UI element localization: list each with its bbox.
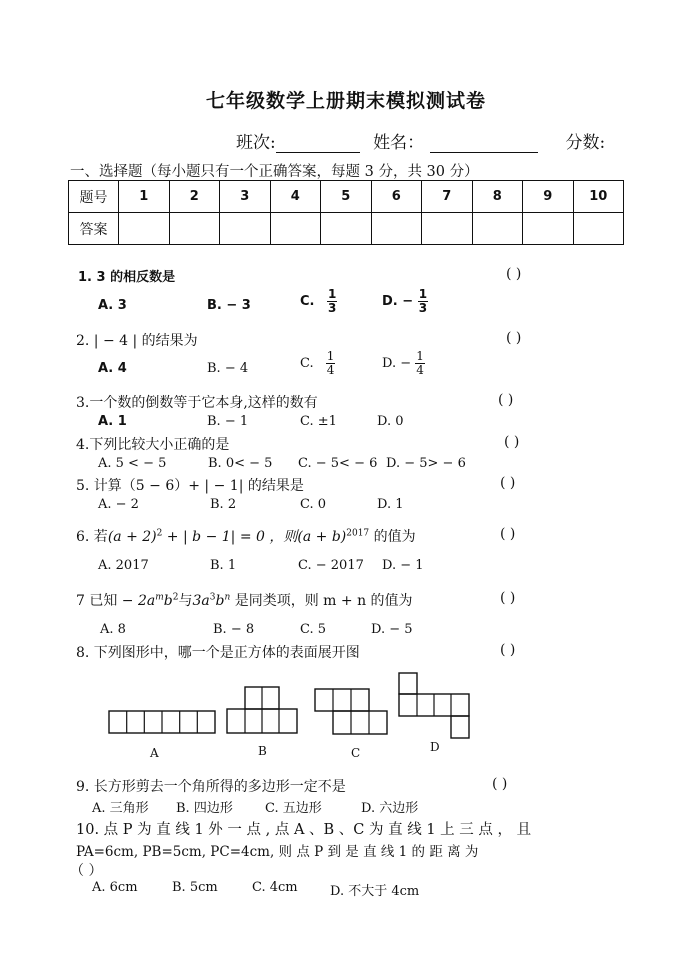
question-9-answer-paren[interactable]: ( ) — [492, 776, 508, 792]
question-9-stem: 9. 长方形剪去一个角所得的多边形一定不是 — [76, 779, 346, 795]
question-2-option-d: D. − $\frac{1}{4}$ — [382, 349, 424, 377]
question-4-answer-paren[interactable]: ( ) — [504, 434, 520, 450]
answer-cell[interactable] — [220, 213, 271, 245]
question-number: 5 — [321, 181, 372, 213]
question-2-option-b: B. − 4 — [207, 361, 249, 376]
answer-cell[interactable] — [371, 213, 422, 245]
question-5-option-c: C. 0 — [300, 497, 327, 512]
question-7-option-c: C. 5 — [300, 622, 327, 637]
question-number: 9 — [523, 181, 574, 213]
question-6-stem: 6. 若$(a + 2)^2$ + | b − 1| = 0 ，则$(a + b)^{2017}$ 的值为 — [76, 528, 416, 545]
question-1-option-a: A. 3 — [98, 298, 127, 313]
class-blank[interactable] — [276, 134, 360, 153]
question-6-option-a: A. 2017 — [98, 558, 149, 573]
question-4-option-a: A. 5 < − 5 — [98, 456, 167, 471]
net-b-figure — [226, 686, 298, 736]
table-row — [69, 181, 624, 213]
question-7-stem: 7 已知 − $2a^mb^2$与$3a^3b^n$ 是同类项，则 m + n 的值为 — [76, 592, 413, 609]
question-3-option-c: C. ±1 — [300, 414, 337, 429]
answer-cell[interactable] — [270, 213, 321, 245]
table-row — [69, 213, 624, 245]
net-d-label: D — [430, 740, 440, 754]
question-6-option-b: B. 1 — [210, 558, 237, 573]
question-5-answer-paren[interactable]: ( ) — [500, 475, 516, 491]
question-2-option-a: A. 4 — [98, 361, 127, 376]
question-7-answer-paren[interactable]: ( ) — [500, 590, 516, 606]
question-9-option-d: D. 六边形 — [361, 801, 419, 816]
net-c-label: C — [351, 746, 361, 760]
question-5-option-a: A. − 2 — [98, 497, 139, 512]
question-4-stem: 4.下列比较大小正确的是 — [76, 437, 230, 453]
answer-cell[interactable] — [472, 213, 523, 245]
question-number: 6 — [371, 181, 422, 213]
row-label: 题号 — [69, 181, 119, 213]
question-3-stem: 3.一个数的倒数等于它本身,这样的数有 — [76, 395, 318, 411]
section-heading: 一、选择题（每小题只有一个正确答案，每题 3 分，共 30 分） — [70, 164, 479, 180]
answer-table — [68, 180, 624, 245]
question-8-stem: 8. 下列图形中，哪一个是正方体的表面展开图 — [76, 645, 360, 661]
question-3-option-a: A. 1 — [98, 414, 127, 429]
answer-cell[interactable] — [119, 213, 170, 245]
question-6-option-c: C. − 2017 — [298, 558, 364, 573]
question-4-option-d: D. − 5> − 6 — [386, 456, 466, 471]
question-1-answer-paren[interactable]: ( ) — [506, 266, 522, 282]
net-c-figure — [314, 688, 388, 736]
question-10-option-b: B. 5cm — [172, 880, 218, 895]
question-3-answer-paren[interactable]: ( ) — [498, 392, 514, 408]
question-number: 7 — [422, 181, 473, 213]
question-9-option-c: C. 五边形 — [265, 801, 322, 816]
answer-cell[interactable] — [422, 213, 473, 245]
question-1-option-c: C. $\frac{1}{3}$ — [300, 287, 337, 315]
question-10-option-d: D. 不大于 4cm — [330, 884, 420, 899]
answer-cell[interactable] — [169, 213, 220, 245]
row-label: 答案 — [69, 213, 119, 245]
question-10-answer-paren[interactable]: （ ） — [70, 863, 103, 879]
name-blank[interactable] — [430, 134, 538, 153]
question-4-option-b: B. 0< − 5 — [208, 456, 273, 471]
name-label: 姓名： — [373, 133, 425, 153]
question-7-option-b: B. − 8 — [213, 622, 255, 637]
question-10-option-c: C. 4cm — [252, 880, 298, 895]
net-a-label: A — [150, 746, 159, 760]
question-2-stem: 2. | − 4 | 的结果为 — [76, 333, 198, 349]
question-7-option-d: D. − 5 — [371, 622, 413, 637]
question-number: 1 — [119, 181, 170, 213]
question-1-option-b: B. − 3 — [207, 298, 251, 313]
question-10-option-a: A. 6cm — [92, 880, 138, 895]
question-number: 4 — [270, 181, 321, 213]
class-label: 班次: — [236, 133, 276, 153]
score-label: 分数: — [565, 133, 606, 153]
question-5-stem: 5. 计算（5 − 6）+ | − 1| 的结果是 — [76, 478, 304, 494]
question-9-option-b: B. 四边形 — [176, 801, 233, 816]
net-b-label: B — [258, 744, 267, 758]
answer-cell[interactable] — [321, 213, 372, 245]
question-10-stem-line-2: PA=6cm, PB=5cm, PC=4cm, 则 点 P 到 是 直 线 1 的 距 离 为 — [76, 844, 479, 860]
question-number: 2 — [169, 181, 220, 213]
question-9-option-a: A. 三角形 — [92, 801, 149, 816]
question-10-stem-line-1: 10. 点 P 为 直 线 1 外 一 点 , 点 A 、B 、C 为 直 线 1 上 三 点 ， 且 — [76, 822, 532, 838]
net-a-figure — [108, 710, 216, 736]
question-number: 10 — [573, 181, 624, 213]
question-3-option-b: B. − 1 — [207, 414, 249, 429]
question-1-stem: 1. 3 的相反数是 — [78, 270, 176, 285]
question-5-option-b: B. 2 — [210, 497, 237, 512]
answer-cell[interactable] — [573, 213, 624, 245]
question-8-answer-paren[interactable]: ( ) — [500, 642, 516, 658]
question-6-answer-paren[interactable]: ( ) — [500, 526, 516, 542]
question-1-option-d: D. − $\frac{1}{3}$ — [382, 287, 428, 315]
question-2-answer-paren[interactable]: ( ) — [506, 330, 522, 346]
question-7-option-a: A. 8 — [100, 622, 126, 637]
student-info — [236, 128, 605, 153]
question-6-option-d: D. − 1 — [382, 558, 424, 573]
question-number: 3 — [220, 181, 271, 213]
question-4-option-c: C. − 5< − 6 — [298, 456, 378, 471]
answer-cell[interactable] — [523, 213, 574, 245]
page-title: 七年级数学上册期末模拟测试卷 — [205, 90, 486, 112]
net-d-figure — [398, 672, 472, 740]
question-number: 8 — [472, 181, 523, 213]
question-3-option-d: D. 0 — [377, 414, 404, 429]
question-2-option-c: C. $\frac{1}{4}$ — [300, 349, 335, 377]
question-5-option-d: D. 1 — [377, 497, 404, 512]
